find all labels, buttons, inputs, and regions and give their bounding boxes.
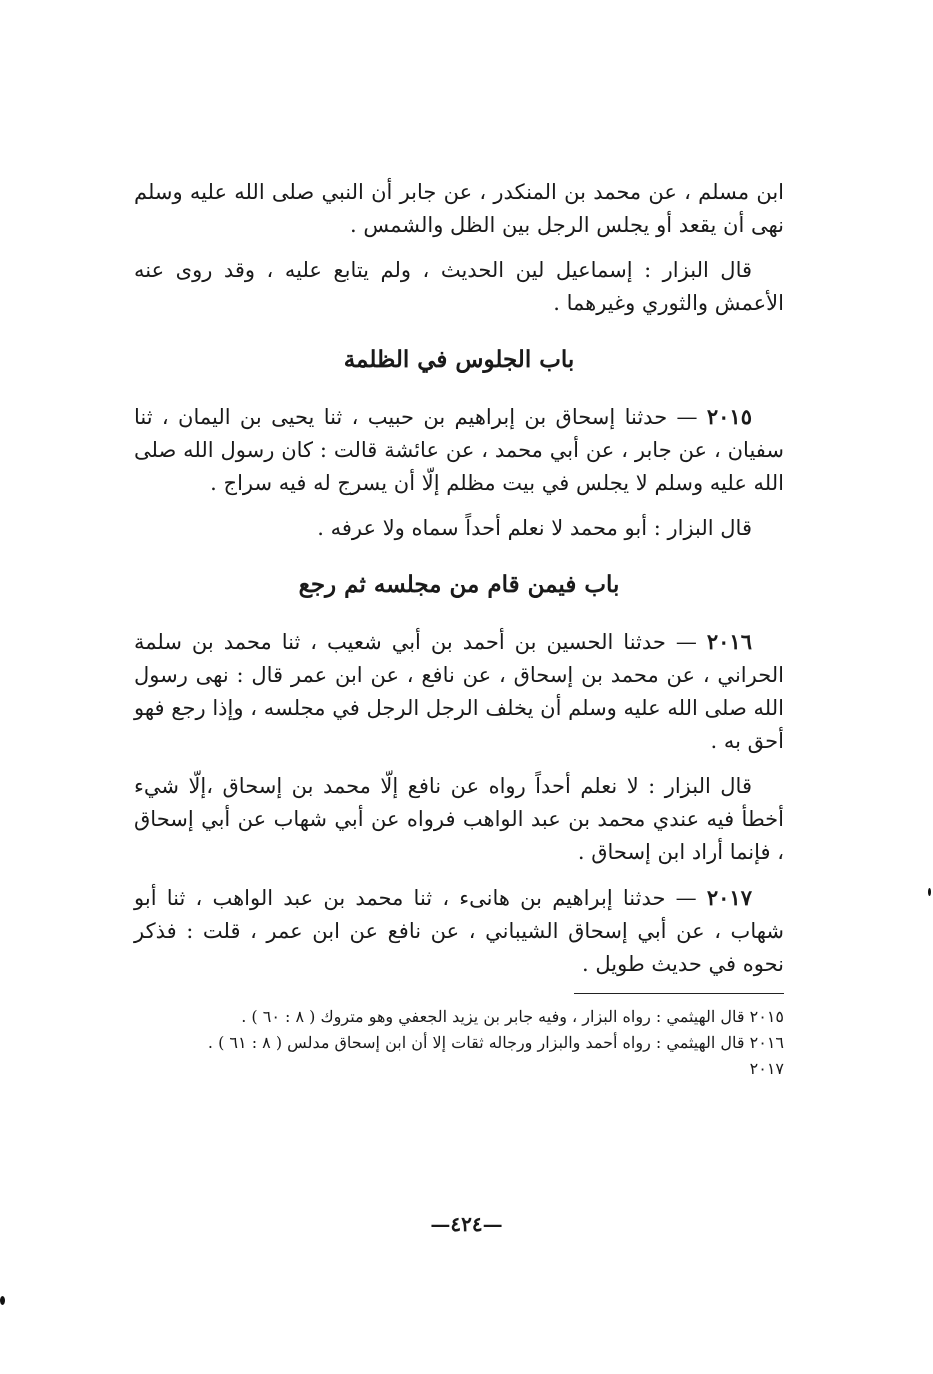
- page-number: —٤٢٤—: [430, 1212, 503, 1236]
- footnote-2015: ٢٠١٥ قال الهيثمي : رواه البزار ، وفيه جابر بن يزيد الجعفي وهو متروك ( ٨ : ٦٠ ) .: [241, 1007, 784, 1026]
- footnote-2017: ٢٠١٧: [749, 1059, 784, 1078]
- section-heading-darkness: باب الجلوس في الظلمة: [343, 346, 575, 373]
- hadith-2015: [134, 400, 784, 500]
- hadith-number: ٢٠١٥: [706, 404, 752, 429]
- footnote-rule: [574, 993, 784, 994]
- hadith-text: — حدثنا الحسين بن أحمد بن أبي شعيب ، ثنا محمد بن سلمة الحراني ، عن محمد بن إسحاق ، عن نافع ، عن ابن عمر قال : نهى رسول الله صلى الله عليه وسلم أن يخلف الرجل الرجل في مجلسه ، وإذا رجع فهو أحق به .: [134, 630, 784, 753]
- hadith-text: — حدثنا إسحاق بن إبراهيم بن حبيب ، ثنا يحيى بن اليمان ، ثنا سفيان ، عن جابر ، عن أبي محمد ، عن عائشة قالت : كان رسول الله صلى الله عليه وسلم لا يجلس في بيت مظلم إلّا أن يسرج له فيه سراج .: [134, 405, 784, 495]
- section-heading-returning: باب فيمن قام من مجلسه ثم رجع: [298, 571, 620, 598]
- hadith-2017: [134, 881, 784, 981]
- page-body: [134, 176, 784, 1082]
- hadith-2016: [134, 625, 784, 758]
- scan-speck: [0, 1296, 5, 1305]
- comment-2016: قال البزار : لا نعلم أحداً رواه عن نافع إلّا محمد بن إسحاق ،إلّا شيء أخطأ فيه عندي محمد بن عبد الواهب فرواه عن أبي شهاب عن أبي إسحاق ، فإنما أراد ابن إسحاق .: [134, 774, 784, 864]
- paragraph-bazzar-comment: قال البزار : إسماعيل لين الحديث ، ولم يتابع عليه ، وقد روى عنه الأعمش والثوري وغيرهما .: [134, 258, 784, 315]
- hadith-number: ٢٠١٧: [706, 885, 752, 910]
- hadith-number: ٢٠١٦: [706, 629, 752, 654]
- paragraph-continuation: ابن مسلم ، عن محمد بن المنكدر ، عن جابر أن النبي صلى الله عليه وسلم نهى أن يقعد أو يجلس الرجل بين الظل والشمس .: [134, 180, 784, 237]
- footnotes: [134, 1004, 784, 1082]
- comment-2015: قال البزار : أبو محمد لا نعلم أحداً سماه ولا عرفه .: [317, 516, 752, 540]
- footnote-2016: ٢٠١٦ قال الهيثمي : رواه أحمد والبزار ورجاله ثقات إلا أن ابن إسحاق مدلس ( ٨ : ٦١ ) .: [207, 1033, 784, 1052]
- hadith-text: — حدثنا إبراهيم بن هانىء ، ثنا محمد بن عبد الواهب ، ثنا أبو شهاب ، عن أبي إسحاق الشيباني ، عن نافع عن ابن عمر ، قلت : فذكر نحوه في حديث طويل .: [134, 886, 784, 976]
- scan-speck: [928, 888, 931, 896]
